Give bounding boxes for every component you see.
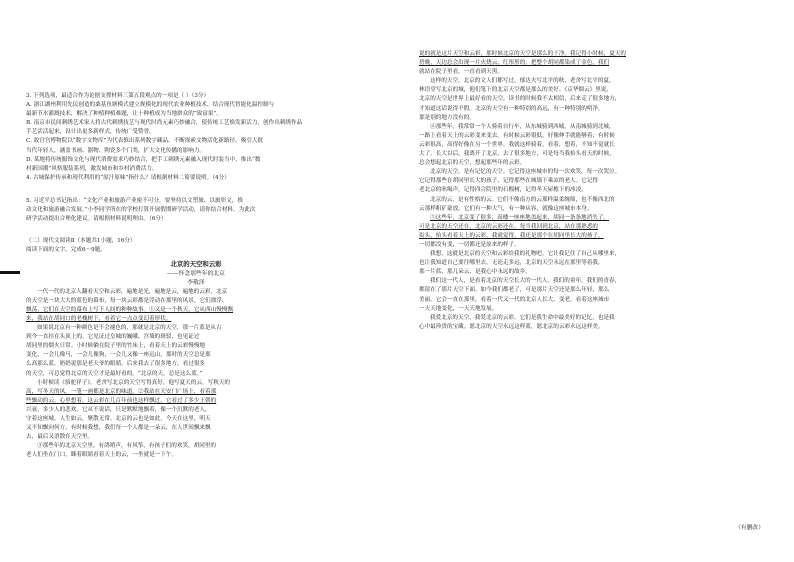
article-line: 那一片蓝，那几朵云，是我心中永远的故乡。 — [419, 269, 531, 276]
article-line: 云彩很高，高得好像在另一个世界。我就这样骑着，看着，想着，不知不觉就长 — [419, 141, 615, 148]
article-line: 小时候读《骆驼祥子》，老舍写北京的天空写得真好，他写夏天的云，写秋天的 — [37, 379, 230, 386]
article-line-underlined: 街头，抬头看着天上的云彩，我就觉得，我还是那个在胡同里长大的孩子， — [419, 232, 604, 239]
article-line: 的天空是一块大大的蓝色的幕布，每一块云彩都是浮动在那里的风景，它们漂浮、 — [26, 297, 228, 304]
question-line: 研学活动提出合理化建议。请根据材料说明理由。（6分） — [26, 216, 167, 223]
binding-mark — [0, 271, 20, 274]
article-line-underlined: 飘荡，它们在天空的幕布上写下人间的种种故事。①又是一个秋天，它从西山慢慢飘 — [26, 306, 233, 313]
left-column — [26, 92, 366, 460]
article-line: 那是别的地方没有的。 — [419, 114, 475, 121]
question-line: 动文化和旅游融合发展。”小李同学所在的学校打算开展假期研学活动，请你结合材料，为此次 — [26, 207, 256, 214]
question-line: 5. 习近平总书记指出：“文化产业和旅游产业密不可分，要坚持以文塑旅、以旅彰文，推 — [26, 197, 243, 204]
article-line: 云那样粗犷豪放，它们有一种大气，有一种从容，就像这座城市本身。 — [419, 205, 593, 212]
reading-instruction: 阅读下面的文字，完成6～9题。 — [26, 247, 106, 254]
article-line: 守着这座城。人生如云，聚散无常。北京的云也是如此，今天在这里，明天 — [26, 416, 211, 422]
option-c-line: 当代年轻人，涵盖书画、器物、陶瓷多个门类，扩大文化传播的影响力。 — [26, 147, 206, 154]
article-line: 去，最后又消散在天空里。 — [26, 434, 94, 441]
article-line: 美丽。它会一直在那里，看着一代又一代的北京人长大、变老，看着这座城市 — [419, 296, 610, 303]
article-line-underlined: 傍晚，天边总会出现一片火烧云，红彤彤的，把整个胡同都染成了金色，我们 — [419, 60, 610, 67]
article-line: 也让我知道自己要往哪里去。无论走多远，北京的天空永远在那里等着我。 — [419, 260, 604, 267]
option-a-line: A. 浙江湖州利用先民创造的桑基鱼塘模式建立规模化的现代农业种植技术，结合现代智能化温控制与 — [26, 102, 275, 109]
option-a-line: 最新节水灌溉技术，解决了种植种植难题，让十种植成为当地群众的“致富果”。 — [26, 111, 222, 118]
article-title: 北京的天空和云彩 — [170, 260, 222, 269]
article-line-underlined: 些飘动的云，心里想着，这云彩在几百年前也这样飘过，它看过了多少王朝的 — [26, 397, 217, 404]
article-line: 就站在院子里看，一直看到天黑。 — [419, 69, 503, 76]
article-line: 一天天地变化，一天天地发展。 — [419, 305, 498, 312]
article-line: ③那些年的北京天空里，有鸽哨声，有风筝，有孩子们的欢笑。胡同里的 — [37, 443, 217, 450]
question-line: 3. 下列选项，最适合作为论据支撑材料三第五段观点的一项是（ ）（3分） — [26, 93, 210, 99]
article-line-underlined: ⑤这些年，北京变了很多，高楼一座座地盖起来，胡同一条条地消失了。 — [430, 214, 610, 221]
option-d-line: 村新国潮”风格服装系列，激发城市和乡村消费活力。 — [26, 165, 158, 172]
article-line: 老人们坐在门口，眯着眼睛看着天上的云，一坐就是一下午。 — [26, 452, 178, 459]
article-line: 兴衰，多少人的悲欢。它从不说话，只是默默地飘着，像一个沉默的老人， — [26, 406, 211, 413]
article-line: ④那些年，我常常一个人骑着自行车，从东城骑到西城，从南城骑到北城， — [430, 123, 615, 130]
article-line-underlined: 来，我站在胡同口的老槐树下，看着它一点点变幻着形状。 — [26, 315, 172, 322]
article-line: 它记得那些在胡同里长大的孩子，记得那些在城墙下乘凉的老人。它记得 — [419, 178, 599, 185]
article-line: 老北京的吆喝声，记得四合院里的石榴树，记得冬天屋檐下的冰凌。 — [419, 187, 587, 194]
option-c-line: C. 故宫宫博物院以“数字文物库”为代表推出系列数字藏品，不断探索文物活化新路径，吸引大批 — [26, 138, 264, 145]
article-line: 又不知飘向何方。有时候我想，我们每一个人都是一朵云，在人世间飘来飘 — [26, 425, 211, 432]
article-line: 一路上看着天上的云彩变来变去。有时候云彩很低，好像伸手就能够着；有时候 — [419, 132, 615, 139]
article-line: 才知道这话说得不假。北京的天空有一种特别的高远，有一种特别的明净， — [419, 105, 604, 112]
article-body — [26, 288, 366, 461]
article-line: 的天空，可总觉得北京的天空才是最好看的。“北京的天，总是这么蓝。” — [26, 370, 203, 377]
section-header: （二）现代文阅读Ⅱ（本题共1小题，16分） — [26, 238, 136, 245]
article-line: 大了。长大以后，我离开了北京，去了很多地方，可是每当我抬头看天的时候， — [419, 151, 615, 158]
article-line-underlined: 可是北京的天空还在，北京的云彩还在。每当我回到北京，站在那熟悉的 — [419, 223, 599, 230]
article-line-underlined: 说的就是这片天空和云彩，那时候北京的天空是那么的干净。我记得小时候，夏天的 — [419, 51, 626, 57]
article-line: 我爱北京的天空，我爱北京的云彩。它们是我生命中最美好的记忆，也是我 — [430, 314, 615, 321]
question-line: 4. 古城保护传承和现代利用的“原汁原味”指什么？请根据材料二简要说明。（4分） — [26, 174, 230, 181]
question-3 — [26, 92, 366, 174]
article-line: 心中最珍贵的宝藏。愿北京的天空永远这样蓝，愿北京的云彩永远这样美。 — [419, 323, 604, 330]
option-b-line: 手艺活活起来，设计出更多新样式，传统广受赞誉。 — [26, 129, 155, 136]
question-5 — [26, 197, 366, 224]
article-line-underlined: 高，写冬天的风，一笔一画都是北京的味道。②我站在天安门广场上，看着那 — [26, 388, 217, 395]
article-line: 总会想起北京的天空，想起那些年的云彩。 — [419, 160, 526, 167]
article-line: 到今一直挂在头顶上的。它见证过皇城的巍峨、宫墙的斑驳，也见证过 — [26, 334, 200, 341]
question-4 — [26, 174, 366, 183]
option-d-line: D. 某地将传统服饰文化与现代消费需求巧妙结合，把手工刺绣元素融入现代时装当中，推出“数 — [26, 156, 261, 163]
article-line: 我想，这就是北京的天空和云彩给我的礼物吧。它让我记住了自己从哪里来， — [430, 251, 621, 258]
article-line: 北京的云，是有性格的云。它们不像南方的云那样温柔缠绵，也不像西北的 — [430, 196, 615, 203]
article-line: 如果说北京有一种颜色是不会褪色的，那就是北京的天空，那一片蓝是从古 — [37, 325, 222, 332]
article-line: 北京的天空是世界上最好看的天空。读书的时候我不太相信，后来走了很多地方， — [419, 96, 621, 103]
article-line: 都留在了那片天空下面。如今我们都老了，可是那片天空还是那么年轻，那么 — [419, 287, 610, 294]
article-line: 北京的天空，是有记忆的天空。它记得这座城市的每一次欢笑，每一次哭泣。 — [430, 169, 621, 176]
article-line: 胡同里的烟火日常。小时候躺在院子里的竹床上，看着天上的云彩慢慢地 — [26, 343, 206, 350]
article-author: 李敬泽 — [187, 279, 205, 286]
article-line: 一代一代的北京人翻看天空和云彩，遍地是光，遍地是云，遍地的云彩，北京 — [37, 288, 228, 295]
article-line: 这样的天空，北京的文人们都写过。郁达夫写北平的秋，老舍写北平的夏， — [430, 78, 615, 85]
option-b-line: B. 南京市民间刺绣艺术家人将古代刺绣技艺与现代时尚元素巧妙融合，使传统工艺焕发新活力，创作出刺绣作品 — [26, 120, 303, 127]
article-line: 一切都没有变，一切都还是原来的样子。 — [419, 241, 520, 248]
right-page — [397, 0, 794, 562]
article-subtitle: ——怀念那些年的北京 — [167, 270, 225, 277]
article-line: 我们这一代人，是看着北京的天空长大的一代人。我们的童年，我们的青春， — [430, 278, 621, 285]
article-line: 变化，一会儿像马，一会儿像狗，一会儿又像一座远山。那时的天空总是那 — [26, 352, 211, 359]
source-note: （有删改） — [735, 525, 764, 531]
right-column — [419, 50, 764, 332]
article-line: 么高那么蓝，奶奶说那是老天爷的眼睛。后来我去了很多地方，看过很多 — [26, 361, 206, 368]
article-line: 林语堂写北京的城，他们笔下的北京天空都是那么的美好。《京华烟云》里说， — [419, 87, 612, 94]
